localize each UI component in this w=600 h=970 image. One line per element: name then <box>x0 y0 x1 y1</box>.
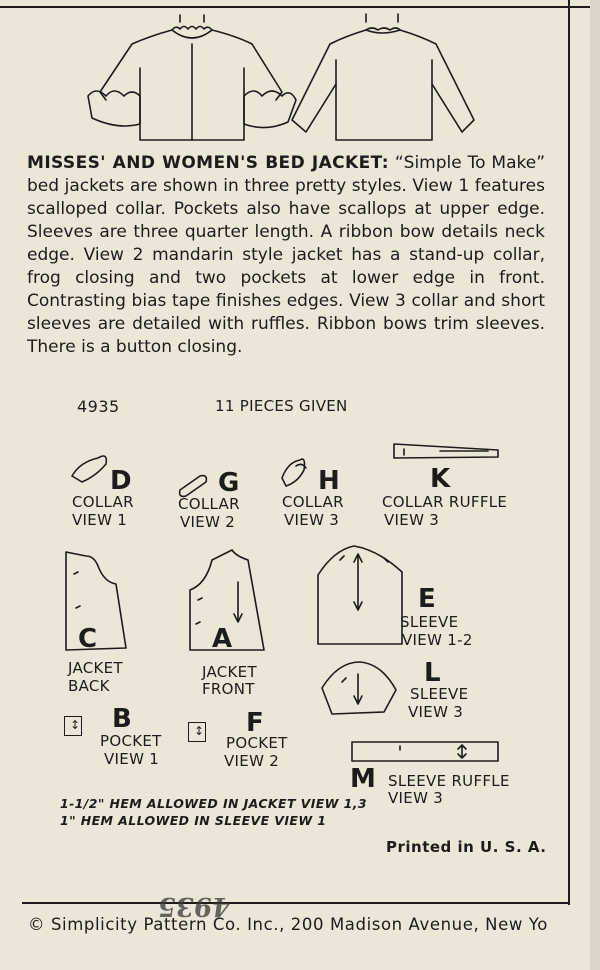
jacket-front-illustration <box>88 15 296 140</box>
piece-letter-l: L <box>424 658 441 688</box>
piece-name-b: POCKET <box>100 732 162 750</box>
collar-d-shape <box>72 456 106 482</box>
piece-name-k: COLLAR RUFFLE <box>382 493 508 511</box>
piece-view-f: VIEW 2 <box>224 752 280 770</box>
publisher-footer: © Simplicity Pattern Co. Inc., 200 Madison Avenue, New Yo <box>28 915 548 934</box>
hem-note-jacket: 1-1/2" HEM ALLOWED IN JACKET VIEW 1,3 <box>60 796 367 811</box>
piece-view-m: VIEW 3 <box>388 789 444 807</box>
piece-name-f: POCKET <box>226 734 288 752</box>
piece-letter-g: G <box>218 468 240 498</box>
handwritten-number-stamp: 4935 <box>155 891 233 921</box>
piece-name-g: COLLAR <box>178 495 240 513</box>
piece-view-a: FRONT <box>202 680 255 698</box>
piece-letter-d: D <box>110 466 132 496</box>
jacket-back-illustration <box>292 14 474 140</box>
piece-letter-m: M <box>350 764 376 794</box>
piece-view-k: VIEW 3 <box>384 511 440 529</box>
grainline-arrow-icon: ↕ <box>194 724 205 738</box>
pattern-number: 4935 <box>77 397 120 416</box>
description-body: “Simple To Make” bed jackets are shown in three pretty styles. View 1 features scalloped collar. Pockets also have scallops at upper edge. Sleeves are three quarter length. A ribbon bow details neck edge. View 2 mandarin style jacket has a stand-up collar, frog closing and two pockets at lower edge in front. Contrasting bias tape finishes edges. View 3 collar and short sleeves are detailed with ruffles. Ribbon bows trim sleeves. There is a button closing. <box>27 153 546 357</box>
collar-g-shape <box>180 476 207 497</box>
piece-name-c: JACKET <box>68 659 123 677</box>
sleeve-e-shape <box>318 546 402 644</box>
piece-view-g: VIEW 2 <box>180 513 236 531</box>
piece-name-a: JACKET <box>202 663 257 681</box>
piece-view-e: VIEW 1-2 <box>402 631 473 649</box>
sleeve-l-shape <box>322 662 396 714</box>
pocket-f-shape <box>188 722 206 742</box>
piece-letter-e: E <box>418 584 436 614</box>
piece-name-h: COLLAR <box>282 493 344 511</box>
pocket-b-shape <box>64 716 82 736</box>
piece-letter-c: C <box>78 624 98 654</box>
description-heading: MISSES' AND WOMEN'S BED JACKET: <box>27 153 389 173</box>
collar-h-shape <box>282 459 305 486</box>
piece-view-c: BACK <box>68 677 110 695</box>
printed-in-usa: Printed in U. S. A. <box>386 838 547 856</box>
sleeve-ruffle-m-shape <box>352 742 498 761</box>
piece-letter-h: H <box>318 466 340 496</box>
pieces-given: 11 PIECES GIVEN <box>215 397 348 415</box>
piece-letter-b: B <box>112 704 132 734</box>
piece-name-d: COLLAR <box>72 493 134 511</box>
hem-note-sleeve: 1" HEM ALLOWED IN SLEEVE VIEW 1 <box>60 813 327 828</box>
piece-letter-k: K <box>430 464 451 494</box>
pattern-description <box>27 152 545 359</box>
piece-letter-f: F <box>246 708 264 738</box>
piece-name-l: SLEEVE <box>410 685 469 703</box>
piece-view-h: VIEW 3 <box>284 511 340 529</box>
piece-name-m: SLEEVE RUFFLE <box>388 772 510 790</box>
piece-view-b: VIEW 1 <box>104 750 160 768</box>
grainline-arrow-icon: ↕ <box>70 718 81 732</box>
collar-ruffle-k-shape <box>394 444 498 458</box>
piece-view-l: VIEW 3 <box>408 703 464 721</box>
piece-letter-a: A <box>212 624 233 654</box>
piece-view-d: VIEW 1 <box>72 511 128 529</box>
piece-name-e: SLEEVE <box>400 613 459 631</box>
